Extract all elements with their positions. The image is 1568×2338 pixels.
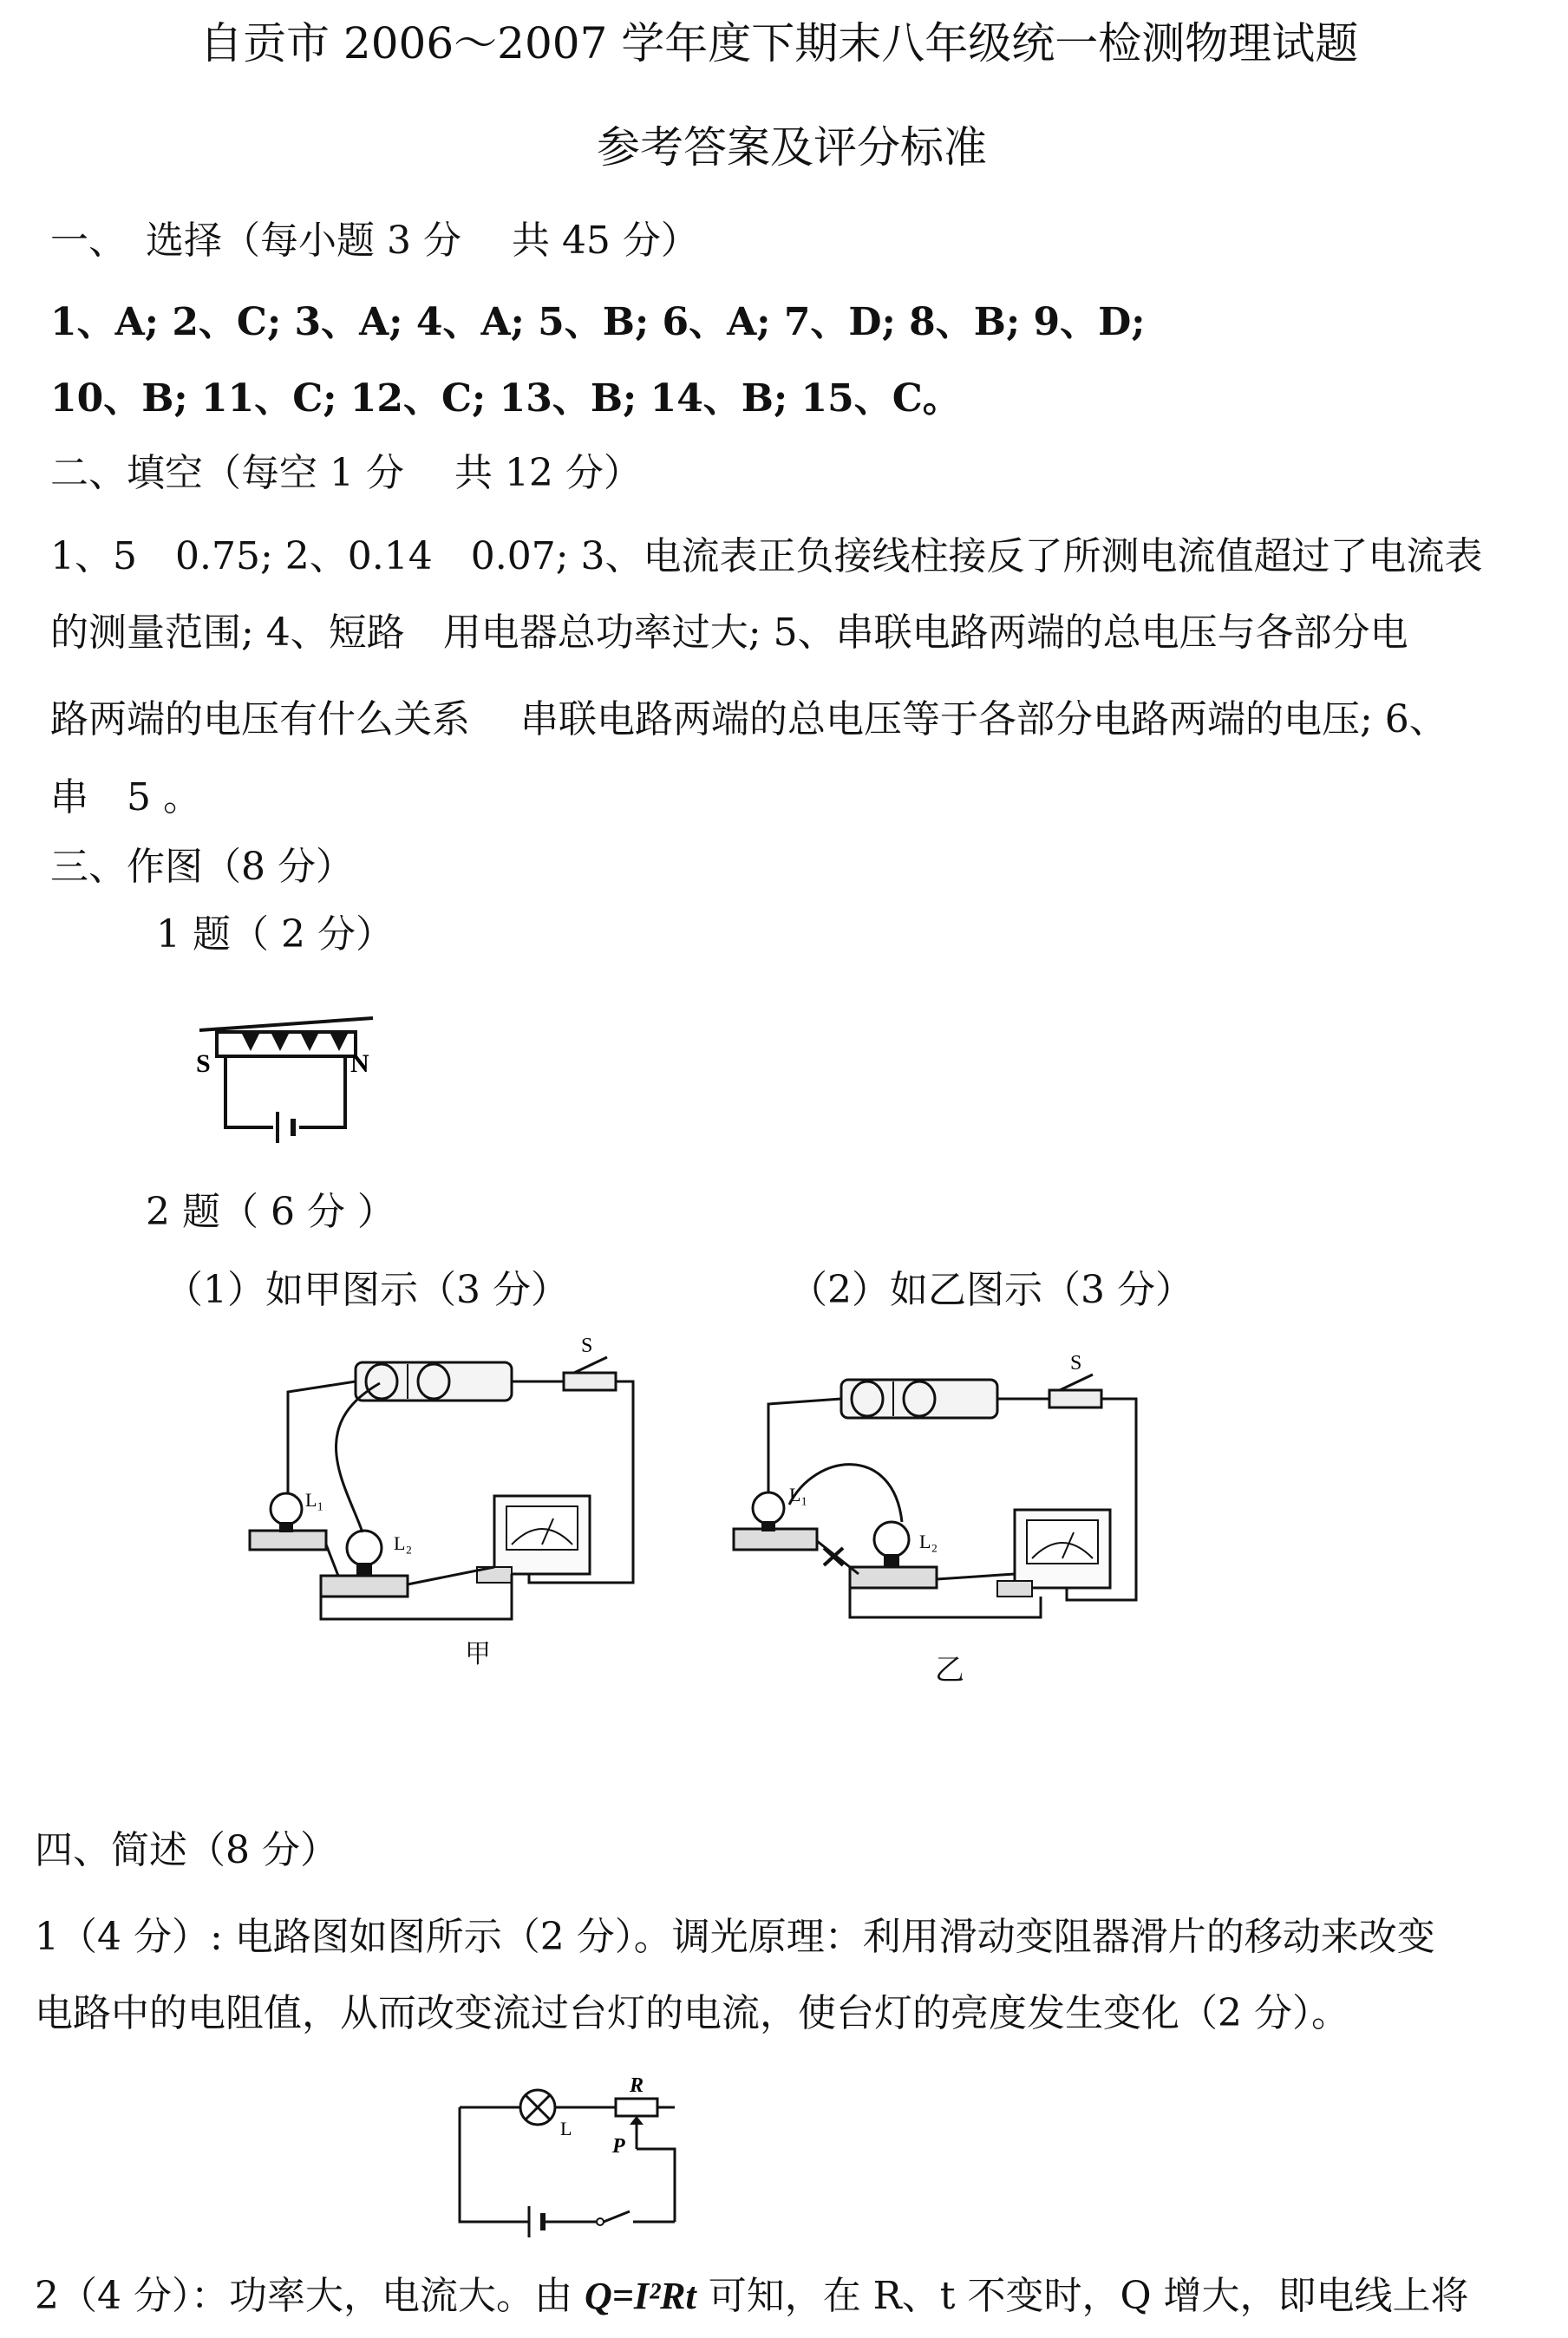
figure-a-caption: （1）如甲图示（3 分） [165,1268,569,1312]
dimmer-circuit-figure [451,2073,711,2237]
slider-label: P [612,2135,625,2158]
rheostat-label: R [630,2074,644,2097]
section4-line-3 [35,2270,1469,2322]
lamp-symbol [520,2090,572,2139]
lamp-l1 [734,1484,817,1550]
lamp-l1-label: L₁ [305,1489,324,1511]
lamp-l2-label: L₂ [919,1531,938,1552]
switch-symbol [597,2211,630,2225]
figure-b-label: 乙 [935,1653,964,1688]
battery-pack [841,1380,997,1418]
section1-answers-1: 1、A; 2、C; 3、A; 4、A; 5、B; 6、A; 7、D; 8、B; 9、D; [50,300,1146,344]
section1-heading: 一、 选择（每小题 3 分 共 45 分） [50,219,699,263]
rheostat-symbol [611,2074,657,2158]
figure-b-caption: （2）如乙图示（3 分） [789,1268,1193,1312]
coil-arrows [241,1032,349,1051]
switch [1049,1352,1101,1407]
section4-line-1: 1（4 分）: 电路图如图所示（2 分）。调光原理：利用滑动变阻器滑片的移动来改变 [35,1915,1435,1959]
switch-label: S [581,1335,593,1357]
page-title: 自贡市 2006～2007 学年度下期末八年级统一检测物理试题 [199,18,1359,69]
section2-line-3: 路两端的电压有什么关系 串联电路两端的总电压等于各部分电路两端的电压; 6、 [50,697,1447,741]
battery-symbol [529,2206,543,2237]
battery-pack [356,1362,512,1401]
magnet-n-label: N [350,1049,369,1078]
lamp-l1 [250,1489,326,1550]
section4-heading: 四、简述（8 分） [35,1828,338,1872]
switch-label: S [1070,1352,1082,1375]
switch [564,1335,616,1390]
section4-line-3-end: 可知，在 R、t 不变时，Q 增大，即电线上将 [696,2274,1469,2318]
magnet-s-label: S [196,1049,211,1078]
section1-answers-2: 10、B; 11、C; 12、C; 13、B; 14、B; 15、C。 [50,376,961,421]
joule-law-formula: Q=I²Rt [584,2275,696,2317]
circuit-figure-b [737,1340,1153,1635]
cross-mark [824,1548,843,1565]
lamp-label: L [560,2118,572,2139]
ammeter [477,1496,590,1583]
section4-line-2: 电路中的电阻值，从而改变流过台灯的电流，使台灯的亮度发生变化（2 分）。 [35,1991,1349,2035]
section2-heading: 二、填空（每空 1 分 共 12 分） [50,451,642,495]
lamp-l2-label: L₂ [394,1532,413,1554]
section3-q1-label: 1 题（ 2 分） [156,912,394,957]
electromagnet-figure [191,1006,382,1153]
section4-line-3-start: 2（4 分）：功率大，电流大。由 [35,2274,585,2318]
section2-line-4: 串 5 。 [50,775,201,820]
section2-line-2: 的测量范围; 4、短路 用电器总功率过大; 5、串联电路两端的总电压与各部分电 [50,611,1408,655]
section3-q2-label: 2 题（ 6 分 ） [146,1190,395,1234]
lamp-l2 [850,1522,938,1588]
page-subtitle: 参考答案及评分标准 [597,122,987,173]
section3-heading: 三、作图（8 分） [50,845,354,889]
figure-a-label: 甲 [465,1639,491,1669]
ammeter [997,1510,1110,1597]
section2-line-1: 1、5 0.75; 2、0.14 0.07; 3、电流表正负接线柱接反了所测电流值超过了电流表 [50,534,1483,578]
circuit-figure-a [252,1335,650,1635]
lamp-l1-label: L₁ [789,1484,808,1505]
